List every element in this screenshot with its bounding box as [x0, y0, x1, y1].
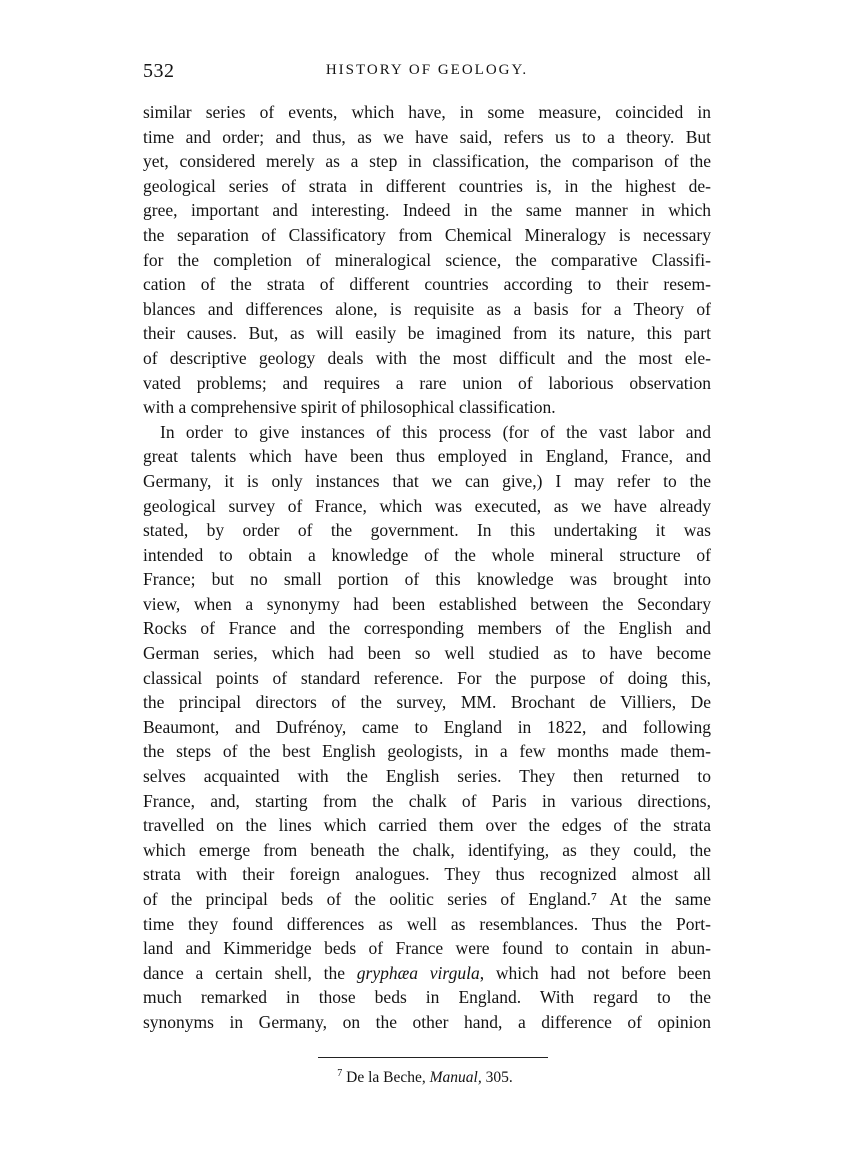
footnote-title: Manual,	[429, 1069, 482, 1086]
text-line: geological survey of France, which was executed, as we have already	[143, 495, 711, 516]
text-line: time and order; and thus, as we have said, refers us to a theory. But	[143, 126, 711, 147]
text-line: land and Kimmeridge beds of France were found to contain in abun-	[143, 938, 711, 959]
text-line: blances and differences alone, is requisite as a basis for a Theory of	[143, 298, 711, 319]
text-line: the separation of Classificatory from Chemical Mineralogy is necessary	[143, 224, 711, 245]
text-segment: dance a certain shell, the	[143, 962, 357, 983]
page-number: 532	[143, 60, 175, 82]
text-line: vated problems; and requires a rare union of laborious observation	[143, 372, 711, 393]
text-line: their causes. But, as will easily be imagined from its nature, this part	[143, 323, 711, 344]
text-line: for the completion of mineralogical science, the comparative Classifi-	[143, 249, 711, 270]
body-text	[143, 100, 711, 1035]
text-line: of the principal beds of the oolitic series of England.⁷ At the same	[143, 889, 711, 909]
text-line: similar series of events, which have, in some measure, coincided in	[143, 102, 711, 122]
text-line: gree, important and interesting. Indeed in the same manner in which	[143, 200, 711, 221]
text-line: synonyms in Germany, on the other hand, a difference of opinion	[143, 1011, 711, 1032]
text-line: strata with their foreign analogues. They thus recognized almost all	[143, 864, 711, 885]
text-line: geological series of strata in different countries is, in the highest de-	[143, 175, 711, 196]
text-line: view, when a synonymy had been established between the Secondary	[143, 593, 711, 614]
text-line: France; but no small portion of this knowledge was brought into	[143, 569, 711, 590]
text-line: stated, by order of the government. In this undertaking it was	[143, 520, 711, 541]
text-line: German series, which had been so well studied as to have become	[143, 643, 711, 664]
text-line: Rocks of France and the corresponding members of the English and	[143, 618, 711, 639]
text-line: yet, considered merely as a step in classification, the comparison of the	[143, 151, 711, 172]
running-title: HISTORY OF GEOLOGY.	[325, 62, 529, 78]
text-line: selves acquainted with the English series. They then returned to	[143, 766, 711, 787]
text-line: Germany, it is only instances that we can give,) I may refer to the	[143, 470, 711, 491]
text-line: intended to obtain a knowledge of the whole mineral structure of	[143, 544, 711, 565]
text-line: with a comprehensive spirit of philosophical classification.	[143, 397, 556, 418]
text-line: much remarked in those beds in England. With regard to the	[143, 987, 711, 1008]
text-line: great talents which have been thus employed in England, France, and	[143, 446, 711, 467]
footnote-author: De la Beche,	[346, 1069, 426, 1086]
footnote-rule	[318, 1057, 548, 1058]
text-line: France, and, starting from the chalk of Paris in various directions,	[143, 790, 711, 811]
text-line: the principal directors of the survey, MM. Brochant de Villiers, De	[143, 692, 711, 713]
text-line-mixed	[143, 961, 711, 986]
footnote	[0, 1068, 850, 1087]
text-line: classical points of standard reference. For the purpose of doing this,	[143, 667, 711, 688]
text-line: which emerge from beneath the chalk, identifying, as they could, the	[143, 839, 711, 860]
text-segment: , which had not before been	[479, 962, 711, 983]
text-line: Beaumont, and Dufrénoy, came to England in 1822, and following	[143, 716, 711, 737]
species-name: gryphæa virgula	[356, 962, 480, 983]
footnote-page: 305.	[485, 1069, 513, 1086]
text-line: cation of the strata of different countries according to their resem-	[143, 274, 711, 295]
text-line: travelled on the lines which carried them over the edges of the strata	[143, 815, 711, 836]
footnote-marker: 7	[337, 1068, 343, 1079]
text-line: In order to give instances of this process (for of the vast labor and	[160, 421, 711, 442]
text-line: the steps of the best English geologists, in a few months made them-	[143, 741, 711, 762]
text-line: time they found differences as well as resemblances. Thus the Port-	[143, 913, 711, 934]
text-line: of descriptive geology deals with the most difficult and the most ele-	[143, 347, 711, 368]
running-head	[143, 60, 711, 90]
